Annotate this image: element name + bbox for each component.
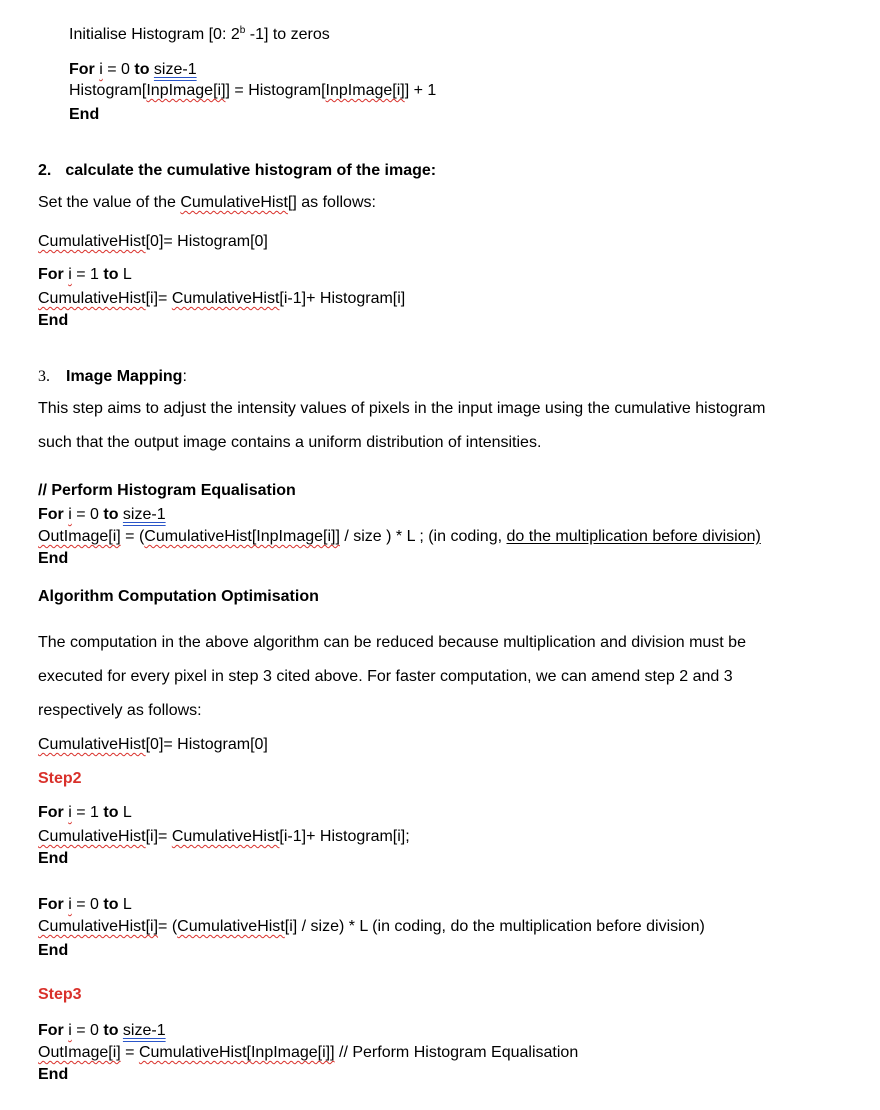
output-mapping-line: OutImage[i] = CumulativeHist[InpImage[i]] // Perform Histogram Equalisation (38, 1044, 579, 1061)
end-keyword: End (38, 550, 69, 567)
end-keyword: End (38, 850, 69, 867)
paragraph-line: respectively as follows: (38, 702, 202, 719)
cumulative-init-line: CumulativeHist[0]= Histogram[0] (38, 233, 268, 250)
step2-label: Step2 (38, 770, 82, 787)
cumulative-init-line: CumulativeHist[0]= Histogram[0] (38, 736, 268, 753)
cumulative-normalise-line: CumulativeHist[i]= (CumulativeHist[i] / size) * L (in coding, do the multiplication before division) (38, 918, 705, 935)
for-loop-line: For i = 0 to size-1 (38, 1022, 166, 1039)
for-loop-line: For i = 0 to L (38, 896, 132, 913)
end-keyword: End (69, 106, 100, 123)
step2-intro: Set the value of the CumulativeHist[] as follows: (38, 194, 376, 211)
histogram-increment-line: Histogram[InpImage[i]] = Histogram[InpImage[i]] + 1 (69, 82, 437, 99)
step3-heading: 3. Image Mapping: (38, 368, 187, 385)
paragraph-line: such that the output image contains a uniform distribution of intensities. (38, 434, 542, 451)
output-mapping-line: OutImage[i] = (CumulativeHist[InpImage[i]] / size ) * L ; (in coding, do the multiplication before division) (38, 528, 761, 545)
paragraph-line: The computation in the above algorithm can be reduced because multiplication and division must be (38, 634, 746, 651)
paragraph-line: This step aims to adjust the intensity values of pixels in the input image using the cumulative histogram (38, 400, 766, 417)
paragraph-line: executed for every pixel in step 3 cited above. For faster computation, we can amend step 2 and 3 (38, 668, 733, 685)
for-loop-line: For i = 1 to L (38, 804, 132, 821)
end-keyword: End (38, 942, 69, 959)
end-keyword: End (38, 1066, 69, 1083)
code-comment: // Perform Histogram Equalisation (38, 482, 296, 499)
for-loop-line: For i = 0 to size-1 (38, 506, 166, 523)
for-loop-line: For i = 1 to L (38, 266, 132, 283)
step3-label: Step3 (38, 986, 82, 1003)
cumulative-sum-line: CumulativeHist[i]= CumulativeHist[i-1]+ Histogram[i]; (38, 828, 410, 845)
optimisation-heading: Algorithm Computation Optimisation (38, 588, 319, 605)
init-line: Initialise Histogram [0: 2$^b$ -1] to zeros (69, 25, 330, 43)
end-keyword: End (38, 312, 69, 329)
cumulative-sum-line: CumulativeHist[i]= CumulativeHist[i-1]+ Histogram[i] (38, 290, 406, 307)
for-loop-line: For i = 0 to size-1 (69, 61, 197, 78)
step2-heading: 2. calculate the cumulative histogram of the image: (38, 162, 437, 179)
